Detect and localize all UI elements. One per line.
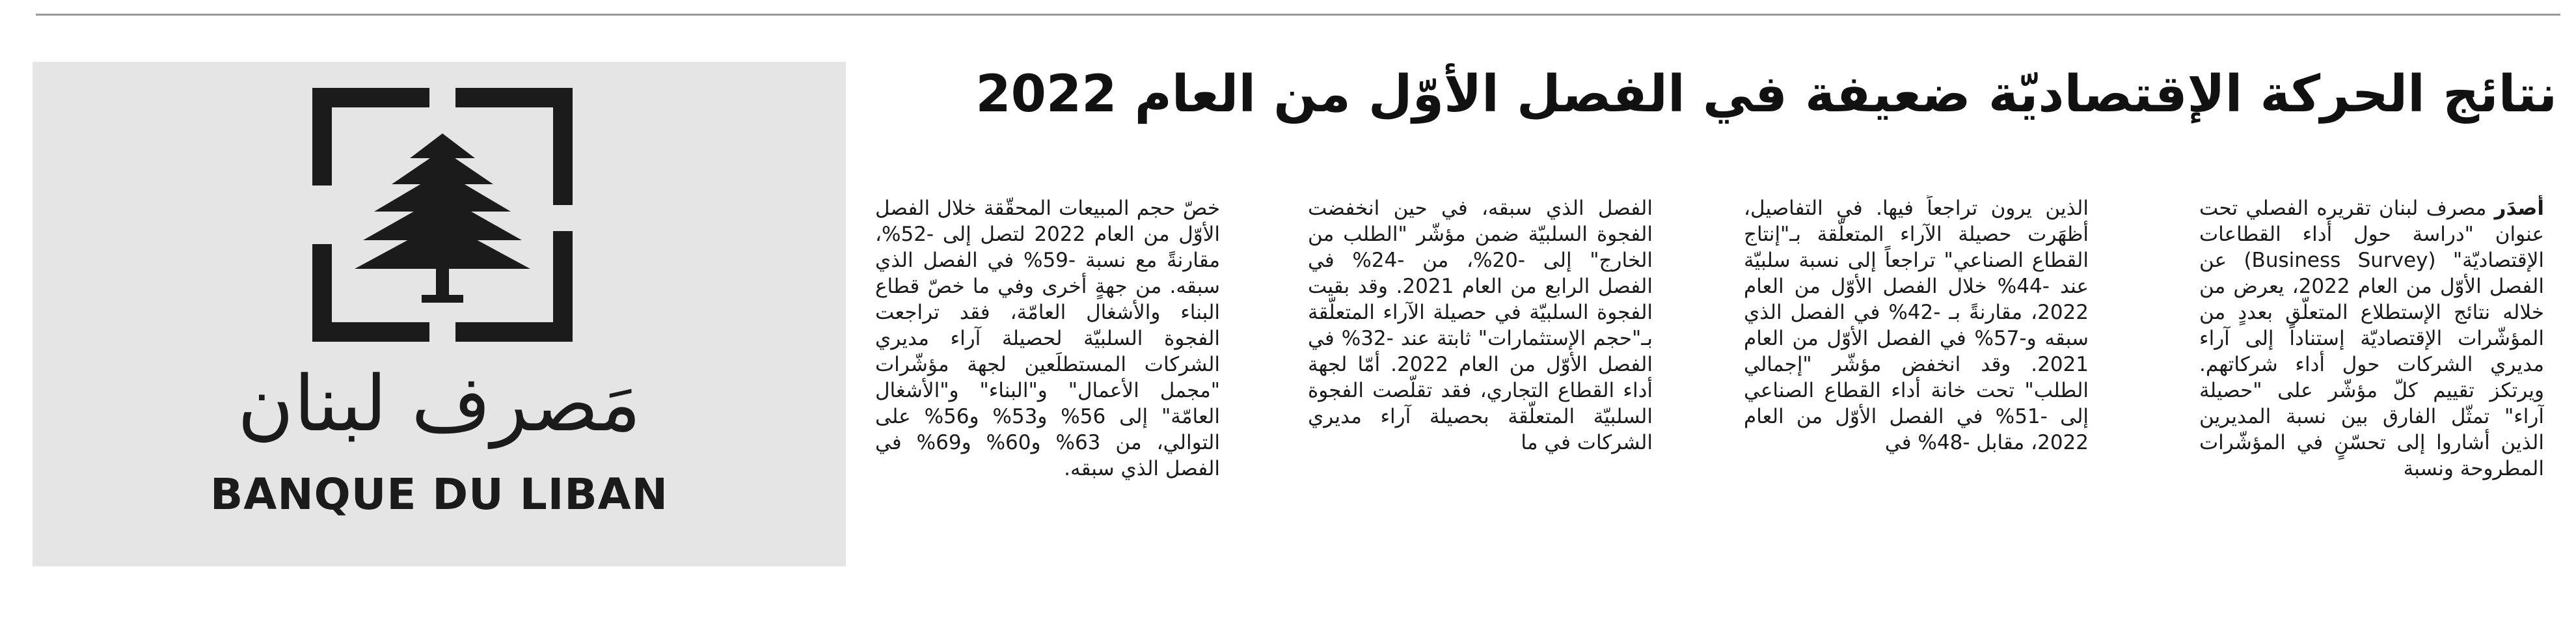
article-headline: نتائج الحركة الإقتصاديّة ضعيفة في الفصل الأوّل من العام 2022 <box>975 65 2557 124</box>
column-text: مصرف لبنان تقريره الفصلي تحت عنوان "دراسة حول أداء القطاعات الإقتصاديّة" (Business Survey) عن الفصل الأوّل من العام 2022، يعرض من خلاله نتائج الإستطلاع المتعلّق بعددٍ من المؤشّرات الإقتصاديّة إستناداً إلى آراء مديري الشركات حول أداء شركاتهم. ويرتكز تقييم كلّ مؤشّر على "حصيلة آراء" تمثّل الفارق بين نسبة المديرين الذين أشاروا إلى تحسّنٍ في المؤشّرات المطروحة ونسبة <box>2199 197 2544 480</box>
column-paragraph: الذين يرون تراجعاً فيها. في التفاصيل، أظهَرت حصيلة الآراء المتعلّقة بـ"إنتاج القطاع الصناعي" تراجعاً إلى نسبة سلبيّة عند -44% خلال الفصل الأوّل من العام 2022، مقارنةً بـ -42% في الفصل الذي سبقه و-57% في الفصل الأوّل من العام 2021. وقد انخفض مؤشّر "إجمالي الطلب" تحت خانة أداء القطاع الصناعي إلى -51% في الفصل الأوّل من العام 2022، مقابل -48% في <box>1744 197 2089 454</box>
column-paragraph: خصّ حجم المبيعات المحقّقة خلال الفصل الأوّل من العام 2022 لتصل إلى -52%، مقارنةً مع نسبة -59% في الفصل الذي سبقه. من جهةٍ أخرى وفي ما خصّ قطاع البناء والأشغال العامّة، فقد تراجعت الفجوة السلبيّة لحصيلة آراء مديري الشركات المستطلَعين لجهة مؤشّرات "مجمل الأعمال" و"البناء" و"الأشغال العامّة" إلى 56% و53% و56% على التوالي، من 63% و60% و69% في الفصل الذي سبقه. <box>875 197 1220 480</box>
cedar-tree-icon <box>312 88 573 342</box>
article-column-1 <box>2199 195 2544 618</box>
article-column-4 <box>875 195 1220 618</box>
logo-arabic-name: مَصرف لبنان <box>237 359 642 448</box>
article-column-3 <box>1308 195 1653 618</box>
column-paragraph: الفصل الذي سبقه، في حين انخفضت الفجوة السلبيّة ضمن مؤشّر "الطلب من الخارج" إلى -20%، من -24% في الفصل الرابع من العام 2021. وقد بقيت الفجوة السلبيّة في حصيلة الآراء المتعلّقة بـ"حجم الإستثمارات" ثابتة عند -32% في الفصل الأوّل من العام 2022. أمّا لجهة أداء القطاع التجاري، فقد تقلّصت الفجوة السلبيّة المتعلّقة بحصيلة آراء مديري الشركات في ما <box>1308 197 1653 454</box>
column-paragraph <box>2199 195 2544 482</box>
logo-latin-name: BANQUE DU LIBAN <box>210 469 668 519</box>
article-column-2 <box>1744 195 2089 618</box>
lead-word: أَصدَر <box>2494 197 2544 220</box>
bank-logo <box>33 62 846 566</box>
top-divider <box>36 14 2560 16</box>
